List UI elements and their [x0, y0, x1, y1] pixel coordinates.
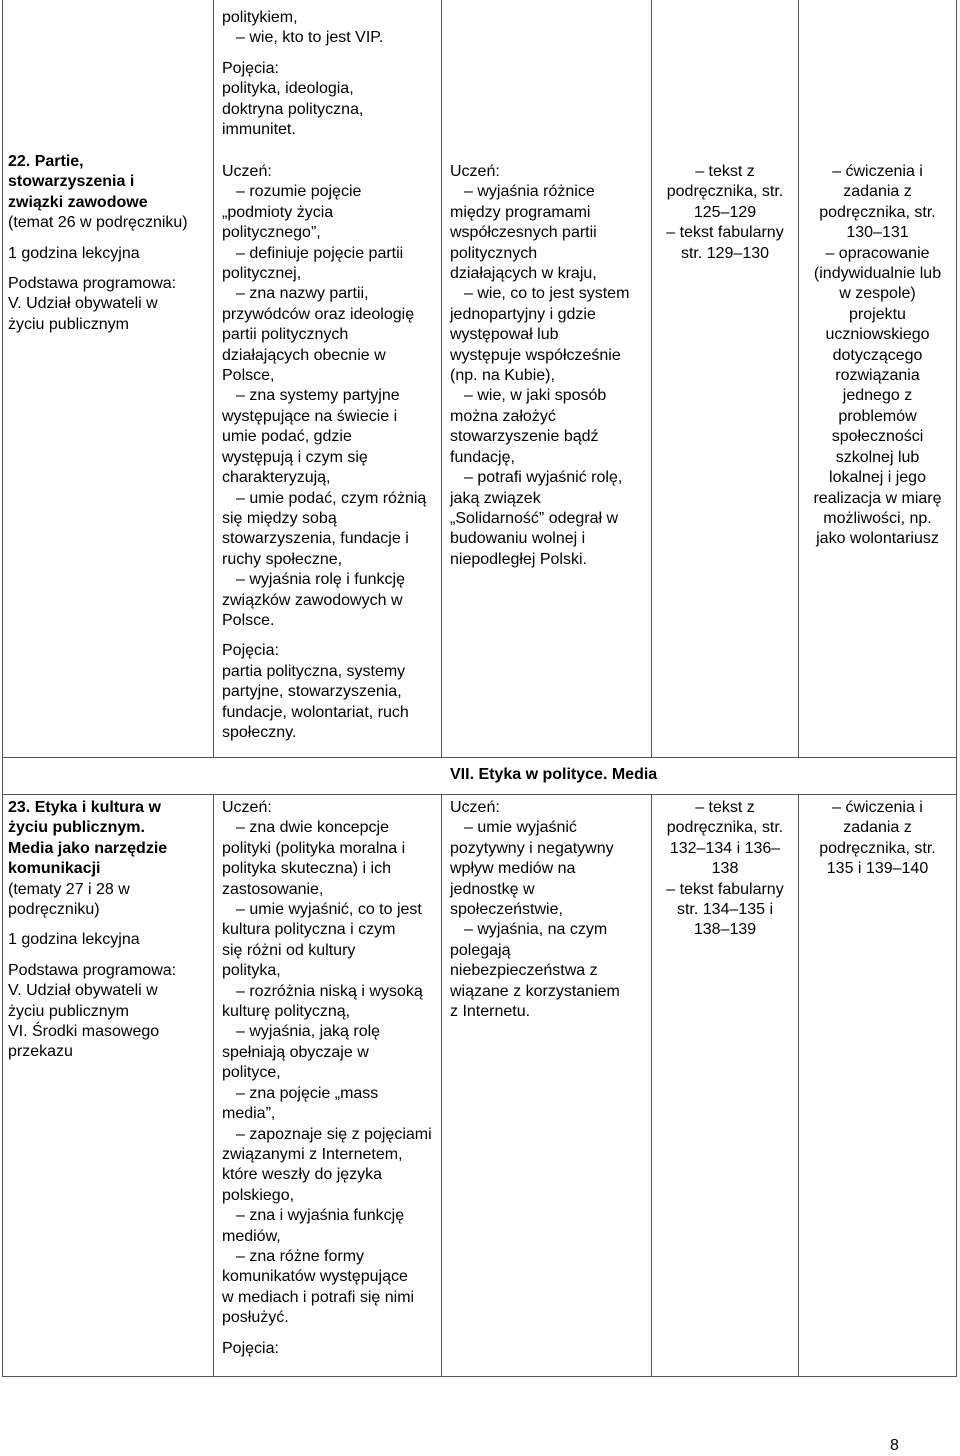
text-line: – wyjaśnia, na czym: [464, 921, 608, 939]
text-line: zadania z: [843, 819, 912, 837]
text-line: polityce,: [222, 1064, 281, 1082]
text-line: występuje współcześnie: [450, 346, 621, 364]
row23-topic: [8, 798, 176, 1063]
advanced-label: Uczeń:: [450, 799, 500, 816]
text-line: – umie podać, czym różnią: [236, 489, 427, 507]
text-line: które weszły do języka: [222, 1166, 383, 1184]
table-border-col2: [441, 0, 442, 757]
text-line: ruchy społeczne,: [222, 550, 343, 568]
text-line: kultura polityczna i czym: [222, 921, 396, 939]
table-border-col4b: [798, 794, 799, 1377]
text-line: media”,: [222, 1105, 276, 1123]
text-line: się między sobą: [222, 509, 337, 527]
text-line: – wyjaśnia różnice: [464, 183, 595, 201]
text-line: 138–139: [693, 921, 757, 939]
table-border-col2b: [441, 794, 442, 1377]
text-line: realizacja w miarę: [813, 489, 942, 507]
basis-item: przekazu: [8, 1043, 73, 1061]
row22-outcomes: [222, 162, 426, 743]
text-line: (np. na Kubie),: [450, 367, 555, 385]
text-line: immunitet.: [222, 121, 296, 139]
text-line: niepodległej Polski.: [450, 550, 587, 568]
text-line: społeczny.: [222, 723, 297, 741]
table-border-col1b: [213, 794, 214, 1377]
text-line: 135 i 139–140: [826, 860, 929, 878]
text-line: dotyczącego: [832, 346, 923, 364]
text-line: – zna systemy partyjne: [236, 387, 400, 405]
text-line: związków zawodowych w: [222, 591, 403, 609]
text-line: – tekst z: [695, 163, 755, 180]
text-line: szkolnej lub: [835, 448, 920, 466]
text-line: stowarzyszenia, fundacje i: [222, 530, 409, 548]
text-line: 130–131: [846, 224, 909, 242]
text-line: Polsce.: [222, 611, 275, 629]
section-header: VII. Etyka w polityce. Media: [450, 766, 658, 783]
text-line: kulturę polityczną,: [222, 1003, 351, 1021]
text-line: pozytywny i negatywny: [450, 839, 614, 857]
text-line: 132–134 i 136–: [669, 839, 781, 857]
text-line: stowarzyszenie bądź: [450, 428, 599, 446]
text-line: – wyjaśnia rolę i funkcję: [236, 571, 405, 589]
text-line: politykiem,: [222, 9, 298, 26]
text-line: – potrafi wyjaśnić rolę,: [464, 469, 623, 487]
topic-title: komunikacji: [8, 860, 101, 878]
topic-note: (tematy 27 i 28 w: [8, 880, 130, 898]
basis-item: życiu publicznym: [8, 315, 129, 333]
basis-item: życiu publicznym: [8, 1002, 129, 1020]
text-line: podręcznika, str.: [819, 839, 936, 857]
text-line: zastosowanie,: [222, 880, 324, 898]
text-line: podręcznika, str.: [666, 819, 784, 837]
text-line: podręcznika, str.: [666, 183, 784, 201]
text-line: współczesnych partii: [450, 224, 597, 242]
text-line: umie podać, gdzie: [222, 428, 352, 446]
text-line: posłużyć.: [222, 1309, 289, 1327]
text-line: problemów: [838, 407, 917, 425]
row23-outcomes: [222, 798, 432, 1359]
text-line: występujące na świecie i: [222, 407, 398, 425]
text-line: – zna dwie koncepcje: [236, 819, 389, 837]
text-line: polityki (polityka moralna i: [222, 839, 406, 857]
text-line: politycznego”,: [222, 224, 321, 242]
text-line: podręcznika, str.: [819, 203, 936, 221]
text-line: polskiego,: [222, 1186, 295, 1204]
topic-title: stowarzyszenia i: [8, 173, 135, 191]
basis-item: V. Udział obywateli w: [8, 982, 158, 1000]
text-line: fundację,: [450, 448, 515, 466]
row22-tasks: [799, 162, 956, 550]
text-line: uczniowskiego: [825, 326, 930, 344]
text-line: – umie wyjaśnić: [464, 819, 577, 837]
table-border-right: [956, 0, 957, 1377]
text-line: można założyć: [450, 407, 556, 425]
text-line: polityka skuteczna) i ich: [222, 860, 391, 878]
text-line: zadania z: [843, 183, 912, 201]
text-line: (indywidualnie lub: [813, 265, 942, 283]
text-line: – tekst fabularny: [666, 880, 784, 898]
concepts-label: Pojęcia:: [222, 642, 279, 660]
table-border-header-bottom: [2, 794, 957, 795]
text-line: komunikatów występujące: [222, 1268, 408, 1286]
row23-tasks: [799, 798, 956, 880]
basis-item: V. Udział obywateli w: [8, 295, 158, 313]
text-line: – opracowanie: [825, 244, 930, 262]
topic-note: podręczniku): [8, 901, 100, 919]
topic-note: (temat 26 w podręczniku): [8, 214, 188, 232]
text-line: – zna i wyjaśnia funkcję: [236, 1207, 405, 1225]
text-line: społeczności: [831, 428, 924, 446]
text-line: rozwiązania: [835, 367, 920, 385]
text-line: 138: [711, 860, 739, 878]
table-border-bottom: [2, 1376, 957, 1377]
topic-title: życiu publicznym.: [8, 819, 145, 837]
text-line: str. 129–130: [680, 244, 770, 262]
text-line: – tekst fabularny: [666, 224, 784, 242]
text-line: przywódców oraz ideologię: [222, 305, 415, 323]
text-line: – zna nazwy partii,: [236, 285, 369, 303]
text-line: charakteryzują,: [222, 469, 331, 487]
text-line: – zna różne formy: [236, 1247, 365, 1265]
text-line: polityka, ideologia,: [222, 80, 354, 98]
lesson-hours: 1 godzina lekcyjna: [8, 244, 140, 262]
text-line: lokalnej i jego: [829, 469, 926, 487]
row22-topic: [8, 152, 188, 335]
top-continuation: [222, 8, 383, 140]
text-line: partyjne, stowarzyszenia,: [222, 683, 402, 701]
text-line: – definiuje pojęcie partii: [236, 244, 404, 262]
text-line: – wyjaśnia, jaką rolę: [236, 1023, 381, 1041]
text-line: politycznej,: [222, 265, 302, 283]
concepts-label: Pojęcia:: [222, 59, 279, 77]
text-line: „podmioty życia: [222, 203, 334, 221]
text-line: jednostkę w: [450, 880, 535, 898]
table-border-col3: [651, 0, 652, 757]
text-line: w mediach i potrafi się nimi: [222, 1288, 415, 1306]
text-line: – zapoznaje się z pojęciami: [236, 1125, 432, 1143]
text-line: działających w kraju,: [450, 265, 597, 283]
row22-materials: [652, 162, 798, 264]
text-line: wiązane z korzystaniem: [450, 982, 620, 1000]
text-line: partia polityczna, systemy: [222, 662, 406, 680]
text-line: – wie, kto to jest VIP.: [236, 29, 384, 47]
text-line: – zna pojęcie „mass: [236, 1084, 379, 1102]
text-line: mediów,: [222, 1227, 281, 1245]
text-line: się różni od kultury: [222, 941, 356, 959]
advanced-label: Uczeń:: [450, 163, 500, 180]
text-line: budowaniu wolnej i: [450, 530, 586, 548]
text-line: – wie, co to jest system: [464, 285, 630, 303]
text-line: z Internetu.: [450, 1003, 531, 1021]
text-line: – umie wyjaśnić, co to jest: [236, 901, 422, 919]
text-line: wpływ mediów na: [450, 860, 576, 878]
text-line: możliwości, np.: [823, 509, 932, 527]
text-line: jednego z: [842, 387, 913, 405]
text-line: fundacje, wolontariat, ruch: [222, 703, 409, 721]
table-border-header-top: [2, 757, 957, 758]
text-line: spełniają obyczaje w: [222, 1043, 369, 1061]
text-line: polityka,: [222, 962, 281, 980]
topic-title: Media jako narzędzie: [8, 839, 168, 857]
concepts-label: Pojęcia:: [222, 1339, 279, 1357]
text-line: działających obecnie w: [222, 346, 386, 364]
text-line: jaką związek: [450, 489, 541, 507]
outcomes-label: Uczeń:: [222, 163, 272, 180]
text-line: w zespole): [839, 285, 916, 303]
row22-advanced: [450, 162, 629, 570]
text-line: – ćwiczenia i: [832, 799, 923, 816]
text-line: polegają: [450, 941, 511, 959]
text-line: 125–129: [693, 203, 757, 221]
text-line: partii politycznych: [222, 326, 349, 344]
text-line: niebezpieczeństwa z: [450, 962, 598, 980]
text-line: doktryna polityczna,: [222, 100, 364, 118]
text-line: jednopartyjny i gdzie: [450, 305, 596, 323]
basis-label: Podstawa programowa:: [8, 961, 177, 979]
topic-title: 23. Etyka i kultura w: [8, 799, 161, 816]
text-line: związanymi z Internetem,: [222, 1145, 403, 1163]
text-line: Polsce,: [222, 367, 275, 385]
text-line: – rozumie pojęcie: [236, 183, 362, 201]
text-line: „Solidarność” odegrał w: [450, 509, 619, 527]
text-line: występował lub: [450, 326, 559, 344]
table-border-left: [2, 0, 3, 1377]
text-line: między programami: [450, 203, 591, 221]
lesson-hours: 1 godzina lekcyjna: [8, 931, 140, 949]
row23-materials: [652, 798, 798, 941]
text-line: występują i czym się: [222, 448, 368, 466]
text-line: jako wolontariusz: [816, 530, 939, 548]
topic-title: związki zawodowe: [8, 193, 148, 211]
text-line: – tekst z: [695, 799, 755, 816]
text-line: str. 134–135 i: [676, 901, 774, 919]
text-line: – ćwiczenia i: [832, 163, 923, 180]
text-line: – wie, w jaki sposób: [464, 387, 607, 405]
text-line: projektu: [849, 305, 906, 323]
text-line: politycznych: [450, 244, 538, 262]
row23-advanced: [450, 798, 620, 1022]
page-number: 8: [890, 1437, 899, 1454]
outcomes-label: Uczeń:: [222, 799, 272, 816]
text-line: społeczeństwie,: [450, 901, 563, 919]
text-line: – rozróżnia niską i wysoką: [236, 982, 423, 1000]
topic-title: 22. Partie,: [8, 153, 84, 170]
table-border-col1: [213, 0, 214, 757]
basis-label: Podstawa programowa:: [8, 275, 177, 293]
basis-item: VI. Środki masowego: [8, 1023, 160, 1041]
